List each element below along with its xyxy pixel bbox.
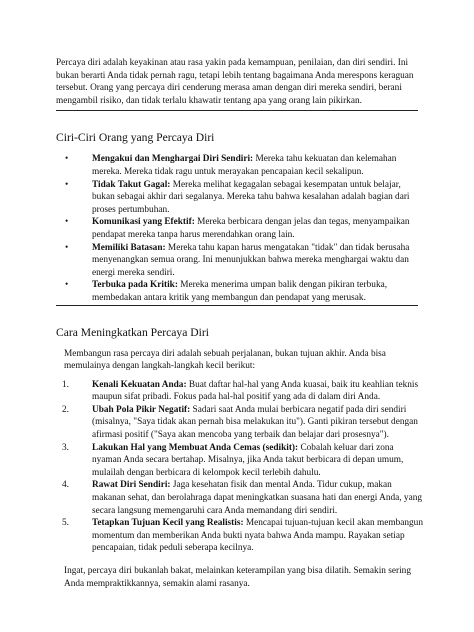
intro-paragraph: Percaya diri adalah keyakinan atau rasa yakin pada kemampuan, penilaian, dan diri sendiri. Ini bukan berarti Anda tidak pernah ragu, tetapi lebih tentang bagaimana Anda merespons keraguan tersebut. Orang yang percaya diri cenderung merasa aman dengan diri mereka sendiri, berani mengambil risiko, dan tidak terlalu khawatir tentang apa yang orang lain pikirkan. [56,58,414,106]
list-item [65,179,423,217]
item-number: 5. [62,518,69,529]
item-term: Tetapkan Tujuan Kecil yang Realistis: [92,518,244,529]
closing-paragraph: Ingat, percaya diri bukanlah bakat, melainkan keterampilan yang bisa dilatih. Semakin sering Anda mempraktikkannya, semakin alami rasanya. [64,566,411,589]
bullet-icon: • [65,217,69,228]
item-term: Ubah Pola Pikir Negatif: [92,404,191,415]
item-text: Sadari saat Anda mulai berbicara negatif pada diri sendiri (misalnya, "Saya tidak akan pernah bisa melakukan itu"). Ganti pikiran tersebut dengan afirmasi positif ("Saya akan mencoba yang terbaik dan belajar dari prosesnya"). [92,404,418,441]
item-text: Buat daftar hal-hal yang Anda kuasai, baik itu keahlian teknis maupun sifat pribadi. Fokus pada hal-hal positif yang ada di dalam diri Anda. [92,379,419,403]
section-heading-traits: Ciri-Ciri Orang yang Percaya Diri [56,131,215,145]
item-term: Lakukan Hal yang Membuat Anda Cemas (sedikit): [92,442,299,453]
item-number: 3. [62,442,69,453]
steps-list [62,379,423,555]
traits-list [65,153,423,304]
item-term: Memiliki Batasan: [92,242,166,253]
list-item [62,517,423,555]
list-item [62,479,423,517]
list-item [62,442,423,480]
item-text: Mereka melihat kegagalan sebagai kesempatan untuk belajar, bukan sebagai akhir dari segalanya. Mereka tahu bahwa kesalahan adalah bagian dari proses pertumbuhan. [92,179,410,215]
list-item [65,242,423,280]
item-term: Mengakui dan Menghargai Diri Sendiri: [92,154,254,165]
list-item [65,153,423,178]
item-number: 4. [62,480,69,491]
improve-lead-paragraph: Membangun rasa percaya diri adalah sebuah perjalanan, bukan tujuan akhir. Anda bisa memulainya dengan langkah-langkah kecil berikut: [64,348,386,372]
bullet-icon: • [65,280,69,291]
list-item [65,216,423,241]
item-number: 2. [62,404,69,415]
list-item [65,279,423,304]
item-term: Rawat Diri Sendiri: [92,480,171,491]
item-term: Tidak Takut Gagal: [92,179,171,190]
bullet-icon: • [65,242,69,253]
section-divider [56,305,418,306]
bullet-icon: • [65,179,69,190]
item-term: Terbuka pada Kritik: [92,280,178,291]
item-term: Kenali Kekuatan Anda: [92,379,187,390]
item-text: Mereka tahu kapan harus mengatakan "tidak" dan tidak berusaha menyenangkan semua orang. Ini menunjukkan bahwa mereka menghargai waktu dan energi mereka sendiri. [92,242,410,278]
item-text: Mereka tahu kekuatan dan kelemahan mereka. Mereka tidak ragu untuk merayakan pencapaian kecil sekalipun. [92,154,397,177]
section-heading-improve: Cara Meningkatkan Percaya Diri [56,325,209,339]
item-number: 1. [62,379,69,390]
section-divider [56,110,418,111]
item-text: Mereka menerima umpan balik dengan pikiran terbuka, membedakan antara kritik yang membangun dan pendapat yang merusak. [92,280,388,303]
item-text: Mencapai tujuan-tujuan kecil akan membangun momentum dan memberikan Anda bukti nyata bahwa Anda mampu. Rayakan setiap pencapaian, tidak peduli seberapa kecilnya. [92,518,423,554]
item-term: Komunikasi yang Efektif: [92,217,195,228]
item-text: Mereka berbicara dengan jelas dan tegas, menyampaikan pendapat mereka tanpa harus merendahkan orang lain. [92,217,410,240]
list-item [62,404,423,442]
item-text: Cobalah keluar dari zona nyaman Anda secara bertahap. Misalnya, jika Anda takut berbicara di depan umum, mulailah dengan berbicara di kelompok kecil terlebih dahulu. [92,442,404,478]
bullet-icon: • [65,154,69,165]
item-text: Jaga kesehatan fisik dan mental Anda. Tidur cukup, makan makanan sehat, dan berolahraga dapat meningkatkan suasana hati dan energi Anda, yang secara langsung memengaruhi cara Anda memandang diri sendiri. [92,480,423,516]
list-item [62,379,423,404]
